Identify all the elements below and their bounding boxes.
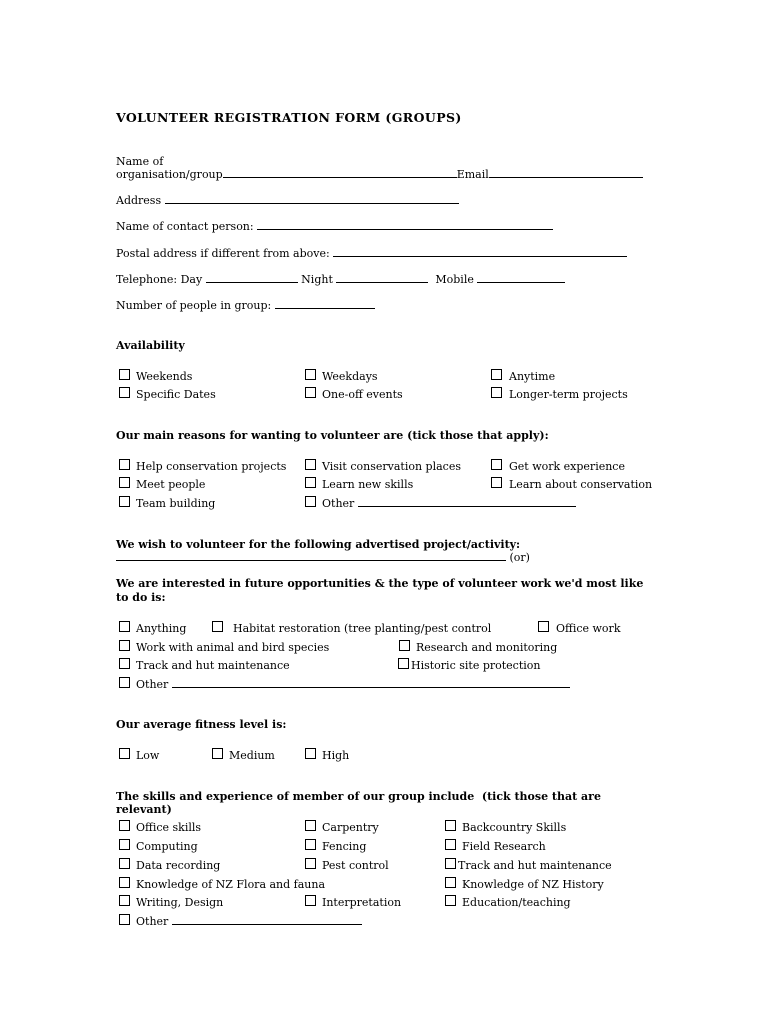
option-label: Data recording xyxy=(136,859,221,872)
people-count-field[interactable] xyxy=(275,299,375,309)
option-label: Other xyxy=(136,915,169,928)
telephone-night-field[interactable] xyxy=(336,273,428,283)
checkbox-help-conservation[interactable] xyxy=(119,459,130,470)
address-row xyxy=(116,194,459,207)
contact-label: Name of contact person: xyxy=(116,220,254,233)
project-heading: We wish to volunteer for the following advertised project/activity: xyxy=(116,538,521,551)
checkbox-writing-design[interactable] xyxy=(119,895,130,906)
option-label: Backcountry Skills xyxy=(462,821,567,834)
contact-person-field[interactable] xyxy=(257,220,553,230)
checkbox-specific-dates[interactable] xyxy=(119,387,130,398)
reasons-heading: Our main reasons for wanting to volunteer are (tick those that apply): xyxy=(116,429,549,442)
checkbox-carpentry[interactable] xyxy=(305,820,316,831)
option-label: Weekends xyxy=(136,370,193,383)
option-label: Office skills xyxy=(136,821,202,834)
option-label: Habitat restoration (tree planting/pest control xyxy=(233,622,492,635)
email-label: Email xyxy=(456,168,489,181)
option-label: Learn new skills xyxy=(322,478,414,491)
checkbox-anytime[interactable] xyxy=(491,369,502,380)
checkbox-fitness-high[interactable] xyxy=(305,748,316,759)
option-label: Interpretation xyxy=(322,896,402,909)
checkbox-computing[interactable] xyxy=(119,839,130,850)
option-label: Help conservation projects xyxy=(136,460,287,473)
checkbox-work-experience[interactable] xyxy=(491,459,502,470)
option-label: Anytime xyxy=(509,370,556,383)
address-label: Address xyxy=(116,194,162,207)
telephone-day-label: Telephone: Day xyxy=(116,273,203,286)
checkbox-weekends[interactable] xyxy=(119,369,130,380)
option-label: Low xyxy=(136,749,160,762)
option-label: High xyxy=(322,749,350,762)
checkbox-pest-control[interactable] xyxy=(305,858,316,869)
option-label: Work with animal and bird species xyxy=(136,641,330,654)
option-label: Longer-term projects xyxy=(509,388,628,401)
telephone-day-field[interactable] xyxy=(206,273,298,283)
option-label: Writing, Design xyxy=(136,896,224,909)
mobile-label: Mobile xyxy=(435,273,474,286)
checkbox-learn-conservation[interactable] xyxy=(491,477,502,488)
checkbox-nz-history[interactable] xyxy=(445,877,456,888)
checkbox-skills-track-hut[interactable] xyxy=(445,858,456,869)
checkbox-learn-skills[interactable] xyxy=(305,477,316,488)
checkbox-habitat-restoration[interactable] xyxy=(212,621,223,632)
people-label: Number of people in group: xyxy=(116,299,272,312)
option-label: Fencing xyxy=(322,840,367,853)
page-title: VOLUNTEER REGISTRATION FORM (GROUPS) xyxy=(116,110,462,125)
postal-label: Postal address if different from above: xyxy=(116,247,330,260)
checkbox-fitness-medium[interactable] xyxy=(212,748,223,759)
postal-row xyxy=(116,247,627,260)
checkbox-office-work[interactable] xyxy=(538,621,549,632)
option-label: Computing xyxy=(136,840,198,853)
people-row xyxy=(116,299,375,312)
name-field-row xyxy=(116,168,643,181)
checkbox-interpretation[interactable] xyxy=(305,895,316,906)
checkbox-meet-people[interactable] xyxy=(119,477,130,488)
checkbox-animal-bird[interactable] xyxy=(119,640,130,651)
checkbox-team-building[interactable] xyxy=(119,496,130,507)
checkbox-reasons-other[interactable] xyxy=(305,496,316,507)
checkbox-longer-term-projects[interactable] xyxy=(491,387,502,398)
option-label: Education/teaching xyxy=(462,896,571,909)
project-row xyxy=(116,551,530,564)
project-field[interactable] xyxy=(116,551,506,561)
checkbox-education[interactable] xyxy=(445,895,456,906)
telephone-night-label: Night xyxy=(301,273,333,286)
mobile-field[interactable] xyxy=(477,273,565,283)
telephone-row xyxy=(116,273,565,286)
option-label: Pest control xyxy=(322,859,389,872)
option-label: Meet people xyxy=(136,478,206,491)
checkbox-office-skills[interactable] xyxy=(119,820,130,831)
future-heading-line1: We are interested in future opportunities & the type of volunteer work we'd most like xyxy=(116,577,644,590)
future-other-row xyxy=(136,678,570,691)
or-label: (or) xyxy=(509,551,530,564)
organisation-name-field[interactable] xyxy=(223,168,457,178)
postal-address-field[interactable] xyxy=(333,247,627,257)
availability-heading: Availability xyxy=(116,339,185,352)
checkbox-fitness-low[interactable] xyxy=(119,748,130,759)
checkbox-future-other[interactable] xyxy=(119,677,130,688)
reasons-other-row xyxy=(322,497,576,510)
checkbox-skills-other[interactable] xyxy=(119,914,130,925)
option-label: Other xyxy=(322,497,355,510)
checkbox-fencing[interactable] xyxy=(305,839,316,850)
option-label: Research and monitoring xyxy=(416,641,558,654)
option-label: Track and hut maintenance xyxy=(136,659,290,672)
option-label: Track and hut maintenance xyxy=(458,859,612,872)
fitness-heading: Our average fitness level is: xyxy=(116,718,287,731)
name-label-line1: Name of xyxy=(116,155,164,168)
checkbox-research-monitoring[interactable] xyxy=(399,640,410,651)
option-label: Team building xyxy=(136,497,216,510)
contact-row xyxy=(116,220,553,233)
skills-other-row xyxy=(136,915,362,928)
future-other-field[interactable] xyxy=(172,678,570,688)
checkbox-weekdays[interactable] xyxy=(305,369,316,380)
option-label: Historic site protection xyxy=(411,659,541,672)
option-label: Other xyxy=(136,678,169,691)
option-label: Specific Dates xyxy=(136,388,216,401)
address-field[interactable] xyxy=(165,194,459,204)
email-field[interactable] xyxy=(489,168,643,178)
option-label: Carpentry xyxy=(322,821,379,834)
skills-heading-line1: The skills and experience of member of our group include (tick those that are xyxy=(116,790,601,803)
name-label-line2: organisation/group xyxy=(116,168,223,181)
option-label: Knowledge of NZ Flora and fauna xyxy=(136,878,326,891)
checkbox-one-off-events[interactable] xyxy=(305,387,316,398)
checkbox-nz-flora[interactable] xyxy=(119,877,130,888)
option-label: Anything xyxy=(136,622,187,635)
checkbox-data-recording[interactable] xyxy=(119,858,130,869)
checkbox-visit-conservation[interactable] xyxy=(305,459,316,470)
option-label: Visit conservation places xyxy=(322,460,461,473)
checkbox-anything[interactable] xyxy=(119,621,130,632)
option-label: One-off events xyxy=(322,388,403,401)
option-label: Office work xyxy=(556,622,621,635)
checkbox-historic-site[interactable] xyxy=(398,658,409,669)
reasons-other-field[interactable] xyxy=(358,497,576,507)
skills-heading-line2: relevant) xyxy=(116,803,172,816)
option-label: Knowledge of NZ History xyxy=(462,878,604,891)
option-label: Weekdays xyxy=(322,370,378,383)
skills-other-field[interactable] xyxy=(172,915,362,925)
checkbox-field-research[interactable] xyxy=(445,839,456,850)
option-label: Learn about conservation xyxy=(509,478,653,491)
option-label: Field Research xyxy=(462,840,546,853)
checkbox-backcountry[interactable] xyxy=(445,820,456,831)
option-label: Medium xyxy=(229,749,275,762)
future-heading-line2: to do is: xyxy=(116,591,166,604)
option-label: Get work experience xyxy=(509,460,625,473)
checkbox-track-hut[interactable] xyxy=(119,658,130,669)
